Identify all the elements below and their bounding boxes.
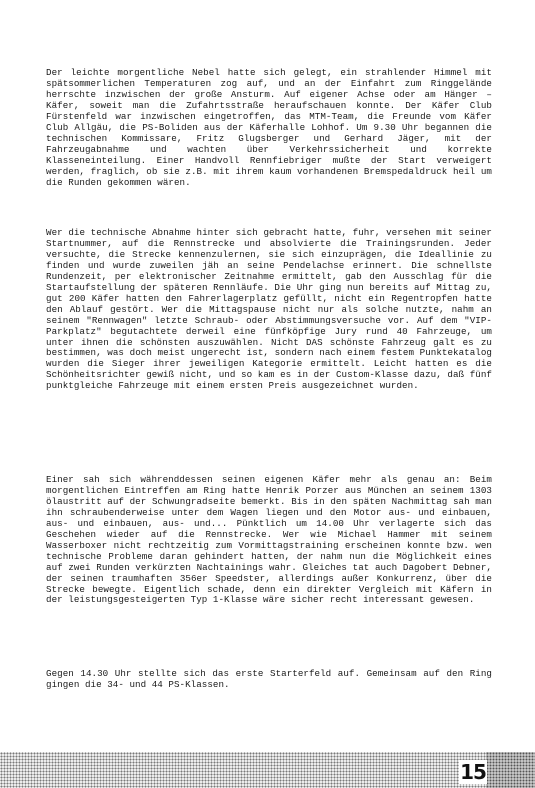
footer-halftone-band bbox=[0, 752, 535, 788]
footer-halftone-dark bbox=[486, 752, 535, 788]
page-number: 15 bbox=[460, 760, 486, 784]
paragraph-3: Einer sah sich währenddessen seinen eigenen Käfer mehr als genau an: Beim morgentlichen Eintreffen am Ring hatte Henrik Porzer aus München an seinem 1303 ölaustritt auf der Schwungradseite bemerkt. Bis in den späten Nachmittag sah man ihn schraubenderweise unter dem Wagen liegen und den Motor aus- und einbauen, aus- und einbauen, aus- und... Pünktlich um 14.00 Uhr verlagerte sich das Geschehen wieder auf die Rennstrecke. Wer wie Michael Hammer mit seinem Wasserboxer nicht rechtzeitig zum Vormittagstraining erscheinen konnte bzw. wen technische Probleme daran gehindert hatten, der nahm nun die Möglichkeit eines auf zwei Runden verkürzten Nachtainings wahr. Gleiches tat auch Dagobert Debner, der seinen traumhaften 356er Speedster, allerdings außer Konkurrenz, über die Strecke bewegte. Eigentlich schade, denn ein direkter Vergleich mit Käfern in der leistungsgesteigerten Typ 1-Klasse wäre sicher recht interessant gewesen. bbox=[46, 474, 492, 606]
paragraph-2: Wer die technische Abnahme hinter sich gebracht hatte, fuhr, versehen mit seiner Startnummer, auf die Rennstrecke und absolvierte die Trainingsrunden. Jeder versuchte, die Strecke kennenzulernen, sie sich einzuprägen, die Ideallinie zu finden und wurde zuweilen jäh an seine Pendelachse erinnert. Die schnellste Rundenzeit, per elektronischer Zeitnahme ermittelt, gab den Ausschlag für die Startaufstellung der späteren Rennläufe. Die Uhr ging nun bereits auf Mittag zu, gut 200 Käfer hatten den Fahrerlagerplatz gefüllt, nicht ein Regentropfen hatte den Ablauf gestört. Wer die Mittagspause nicht nur als solche nutzte, nahm an seinem "Rennwagen" letzte Schraub- oder Abstimmungsversuche vor. Auf dem "VIP-Parkplatz" begutachtete derweil eine fünfköpfige Jury rund 40 Fahrzeuge, um unter ihnen die schönsten auszuwählen. Nicht DAS schönste Fahrzeug galt es zu bestimmen, was doch meist ungerecht ist, sondern nach einem festem Punktekatalog wurden die Sieger ihrer jeweiligen Kategorie ermittelt. Leicht hatten es die Schönheitsrichter gewiß nicht, und so kam es in der Custom-Klasse dazu, daß fünf punktgleiche Fahrzeuge mit einem ersten Preis ausgezeichnet wurden. bbox=[46, 227, 492, 392]
paragraph-4: Gegen 14.30 Uhr stellte sich das erste Starterfeld auf. Gemeinsam auf den Ring gingen die 34- und 44 PS-Klassen. bbox=[46, 668, 492, 690]
paragraph-1: Der leichte morgentliche Nebel hatte sich gelegt, ein strahlender Himmel mit spätsommerlichen Temperaturen zog auf, und an der Einfahrt zum Ringgelände herrschte inzwischen der große Ansturm. Auf eigener Achse oder am Hänger – Käfer, soweit man die Zufahrtsstraße heraufschauen konnte. Der Käfer Club Fürstenfeld war inzwischen eingetroffen, das MTM-Team, die Freunde vom Käfer Club Allgäu, die PS-Boliden aus der Käferhalle Lohhof. Um 9.30 Uhr begannen die technischen Kommissare, Fritz Glugsberger und Gerhard Jäger, mit der Fahrzeugabnahme und wachten über Verkehrssicherheit und korrekte Klasseneinteilung. Einer Handvoll Rennfiebriger mußte der Start verweigert werden, fraglich, ob sie z.B. mit ihrem kaum vorhandenen Bremspedaldruck heil um die Runden gekommen wären. bbox=[46, 67, 492, 188]
page-number-box bbox=[459, 760, 487, 784]
